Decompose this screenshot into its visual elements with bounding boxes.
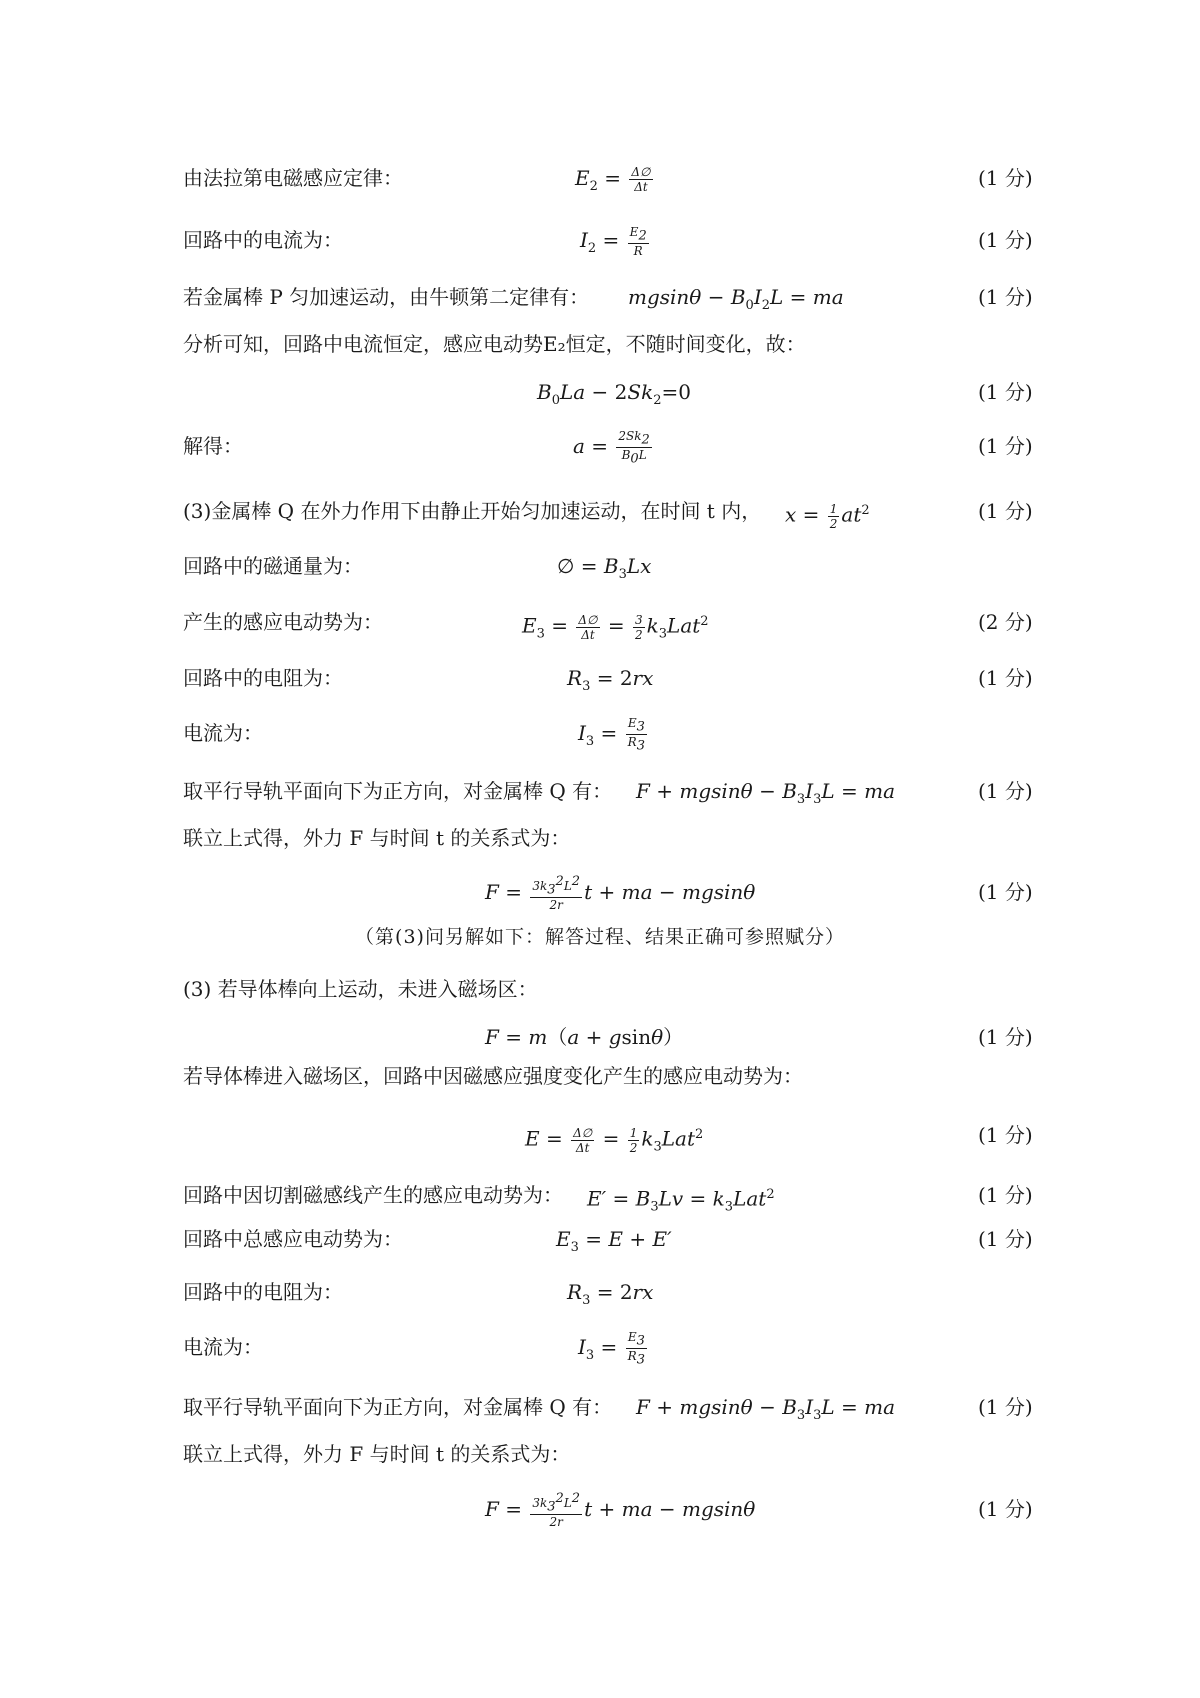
equation: $E_2$ = $\frac{\Delta\emptyset}{\Delta t}$ <box>575 165 651 194</box>
equation: $F + mgsin\theta - B_3I_3L$ = ma <box>636 779 896 807</box>
solution-line <box>0 1387 1200 1427</box>
line-label: 取平行导轨平面向下为正方向，对金属棒 Q 有： <box>183 779 613 803</box>
line-label: 回路中因切割磁感线产生的感应电动势为： <box>183 1183 563 1207</box>
solution-line <box>0 1115 1200 1155</box>
solution-line <box>0 713 1200 753</box>
solution-line <box>0 1489 1200 1529</box>
line-label: 若金属棒 P 匀加速运动，由牛顿第二定律有： <box>183 285 590 309</box>
solution-line <box>0 1327 1200 1367</box>
score: (1 分) <box>978 380 1033 404</box>
solution-line <box>0 658 1200 698</box>
equation: a = $\frac{2Sk_2}{B_0L}$ <box>573 428 650 467</box>
equation: $E' = B_3Lv = k_3Lat^2$ <box>587 1186 775 1215</box>
solution-line <box>0 324 1200 364</box>
line-label: 电流为： <box>183 721 263 745</box>
line-label: 由法拉第电磁感应定律： <box>183 166 403 190</box>
solution-line <box>0 546 1200 586</box>
line-label: 取平行导轨平面向下为正方向，对金属棒 Q 有： <box>183 1395 613 1419</box>
line-label: (3)金属棒 Q 在外力作用下由静止开始匀加速运动，在时间 t 内， <box>183 499 762 523</box>
solution-line <box>0 969 1200 1009</box>
solution-line <box>0 872 1200 912</box>
score: (1 分) <box>978 228 1033 252</box>
line-label: 回路中的电阻为： <box>183 666 343 690</box>
equation: $mgsin\theta - B_0I_2L$ = ma <box>628 285 844 313</box>
score: (1 分) <box>978 880 1033 904</box>
line-label: 产生的感应电动势为： <box>183 610 383 634</box>
equation: $R_3 = 2rx$ <box>567 666 654 694</box>
equation: E = $\frac{\Delta\emptyset}{\Delta t}$ = $\frac{1}{2}$ $k_3Lat^2$ <box>525 1125 704 1155</box>
solution-line <box>0 818 1200 858</box>
equation: ∅ = $B_3Lx$ <box>557 554 652 582</box>
score: (1 分) <box>978 1025 1033 1049</box>
equation: $I_2$ = $\frac{E_2}{R}$ <box>580 224 647 259</box>
line-label: 分析可知，回路中电流恒定，感应电动势E₂恒定，不随时间变化，故： <box>183 332 806 356</box>
solution-line <box>0 158 1200 198</box>
score: (1 分) <box>978 1395 1033 1419</box>
solution-line <box>0 372 1200 412</box>
solution-line <box>0 602 1200 642</box>
alternative-solution-note: （第(3)问另解如下：解答过程、结果正确可参照赋分） <box>355 926 845 948</box>
line-label: 若导体棒进入磁场区，回路中因磁感应强度变化产生的感应电动势为： <box>183 1064 803 1088</box>
score: (1 分) <box>978 1123 1033 1147</box>
line-label: (3) 若导体棒向上运动，未进入磁场区： <box>183 977 538 1001</box>
line-label: 回路中的电阻为： <box>183 1280 343 1304</box>
solution-line <box>0 426 1200 466</box>
solution-line <box>0 277 1200 317</box>
score: (1 分) <box>978 499 1033 523</box>
solution-line <box>0 1056 1200 1096</box>
equation: $E_3 = E + E'$ <box>556 1227 672 1255</box>
line-label: 回路中总感应电动势为： <box>183 1227 403 1251</box>
solution-line <box>0 1219 1200 1259</box>
solution-line <box>0 771 1200 811</box>
equation: F = m（a + gsinθ） <box>485 1025 684 1049</box>
score: (1 分) <box>978 285 1033 309</box>
solution-line <box>0 220 1200 260</box>
line-label: 电流为： <box>183 1335 263 1359</box>
equation: $E_3$ = $\frac{\Delta\emptyset}{\Delta t}$ = $\frac{3}{2}$ $k_3Lat^2$ <box>522 612 709 642</box>
equation: $R_3 = 2rx$ <box>567 1280 654 1308</box>
score: (1 分) <box>978 1497 1033 1521</box>
score: (2 分) <box>978 610 1033 634</box>
equation: F = $\frac{3k_3^2L^2}{2r}$ t + ma − mgsinθ <box>485 873 756 913</box>
score: (1 分) <box>978 666 1033 690</box>
line-label: 联立上式得，外力 F 与时间 t 的关系式为： <box>183 826 571 850</box>
solution-line <box>0 1434 1200 1474</box>
score: (1 分) <box>978 434 1033 458</box>
equation: $F + mgsin\theta - B_3I_3L$ = ma <box>636 1395 896 1423</box>
line-label: 解得： <box>183 434 243 458</box>
score: (1 分) <box>978 779 1033 803</box>
equation: $B_0La - 2Sk_2=0$ <box>537 380 691 408</box>
solution-line <box>0 1175 1200 1215</box>
score: (1 分) <box>978 166 1033 190</box>
score: (1 分) <box>978 1227 1033 1251</box>
equation: $I_3$ = $\frac{E_3}{R_3}$ <box>578 715 645 754</box>
line-label: 回路中的电流为： <box>183 228 343 252</box>
solution-line <box>0 1272 1200 1312</box>
line-label: 回路中的磁通量为： <box>183 554 363 578</box>
line-label: 联立上式得，外力 F 与时间 t 的关系式为： <box>183 1442 571 1466</box>
equation: F = $\frac{3k_3^2L^2}{2r}$ t + ma − mgsinθ <box>485 1490 756 1530</box>
solution-line <box>0 491 1200 531</box>
score: (1 分) <box>978 1183 1033 1207</box>
equation: $I_3$ = $\frac{E_3}{R_3}$ <box>578 1329 645 1368</box>
solution-line <box>0 1017 1200 1057</box>
equation: x = $\frac{1}{2}$ $at^2$ <box>785 501 870 531</box>
